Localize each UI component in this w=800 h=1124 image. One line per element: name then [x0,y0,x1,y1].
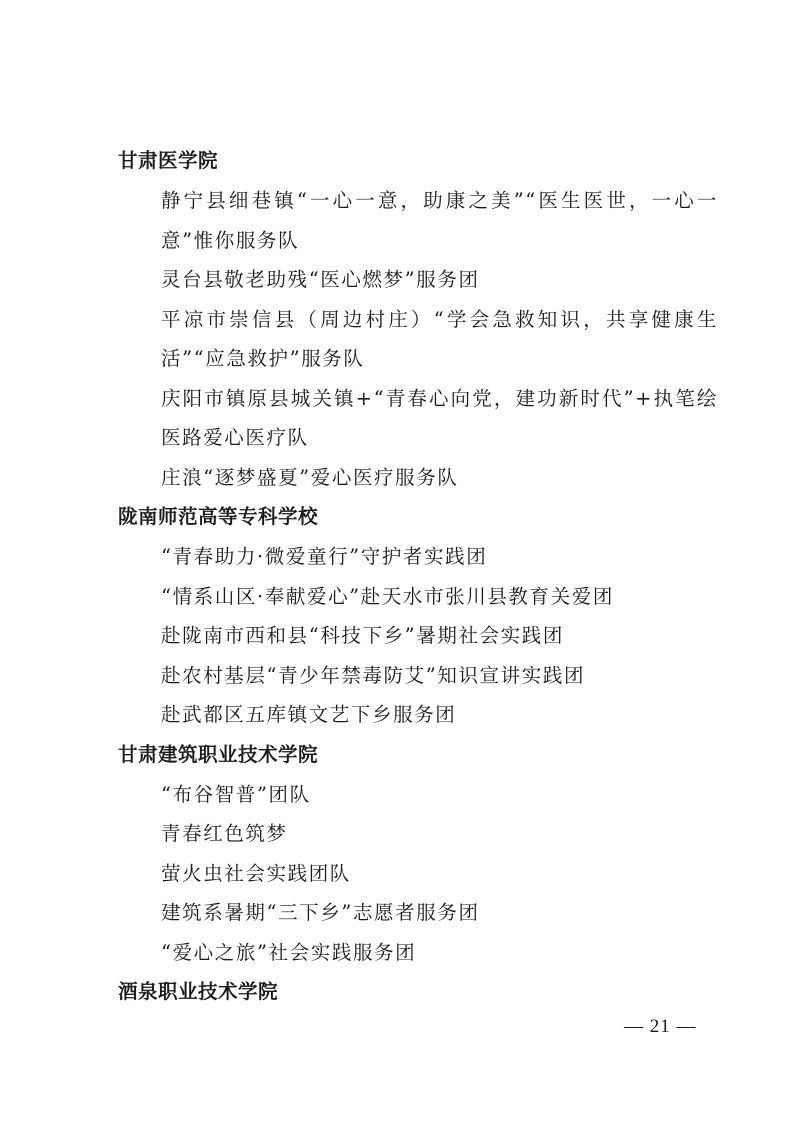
section-title: 陇南师范高等专科学校 [118,505,319,528]
list-item: 赴农村基层“青少年禁毒防艾”知识宣讲实践团 [161,663,586,687]
list-item: 赴陇南市西和县“科技下乡”暑期社会实践团 [161,624,564,647]
page-number: — 21 — [624,1016,697,1037]
section [118,972,718,1012]
list-item: 建筑系暑期“三下乡”志愿者服务团 [161,901,480,924]
list-item: “布谷智普”团队 [161,782,311,806]
section-title: 甘肃建筑职业技术学院 [118,742,319,766]
list-item: “爱心之旅”社会实践服务团 [161,940,417,964]
sections-list [118,141,718,1012]
list-item: “青春助力·微爱童行”守护者实践团 [161,545,488,568]
section-title: 酒泉职业技术学院 [118,980,279,1003]
list-item: 青春红色筑梦 [161,822,288,845]
section [118,141,718,497]
list-item: 静宁县细巷镇“一心一意，助康之美”“医生医世，一心一意”惟你服务队 [161,189,718,252]
list-item: “情系山区·奉献爱心”赴天水市张川县教育关爱团 [161,584,614,608]
list-item: 灵台县敬老助残“医心燃梦”服务团 [161,268,480,291]
list-item: 庄浪“逐梦盛夏”爱心医疗服务队 [161,465,459,489]
list-item: 赴武都区五库镇文艺下乡服务团 [161,703,457,726]
list-item: 萤火虫社会实践团队 [161,861,351,885]
section [118,497,718,735]
list-item: 庆阳市镇原县城关镇+“青春心向党，建功新时代”+执笔绘医路爱心医疗队 [161,386,718,449]
list-item: 平凉市崇信县（周边村庄）“学会急救知识，共享健康生活”“应急救护”服务队 [161,307,718,370]
section-title: 甘肃医学院 [118,149,219,172]
section [118,735,718,973]
